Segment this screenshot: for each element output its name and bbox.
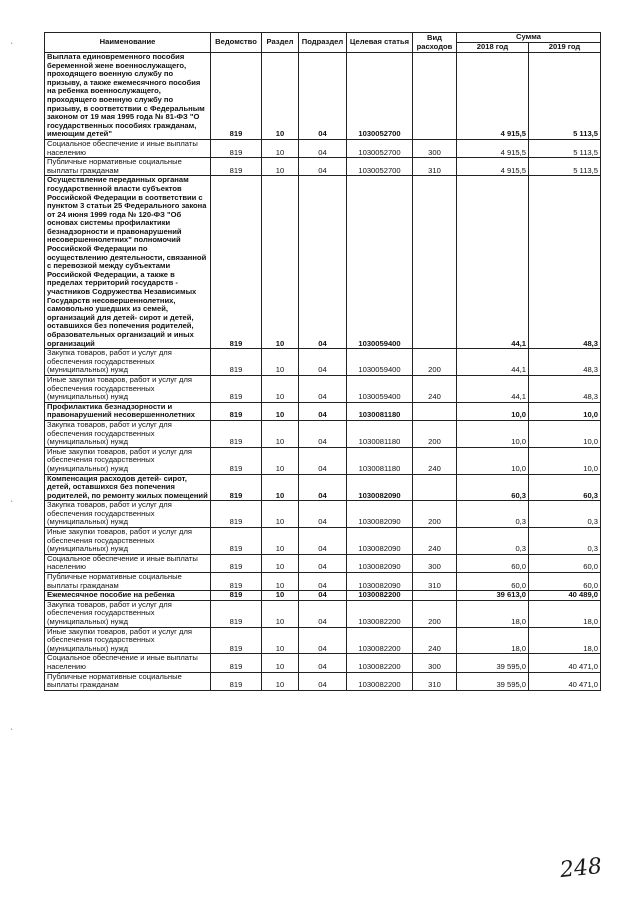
table-row: [45, 672, 601, 690]
cell-vedomstvo: 819: [211, 139, 262, 157]
cell-target: 1030052700: [347, 53, 413, 140]
cell-razdel: 10: [262, 375, 299, 402]
cell-target: 1030052700: [347, 139, 413, 157]
cell-podrazdel: 04: [299, 591, 347, 601]
cell-vedomstvo: 819: [211, 573, 262, 591]
table-row: [45, 591, 601, 601]
cell-vedomstvo: 819: [211, 375, 262, 402]
cell-vedomstvo: 819: [211, 554, 262, 572]
cell-name: Публичные нормативные социальные выплаты гражданам: [45, 672, 211, 690]
cell-name: Публичные нормативные социальные выплаты гражданам: [45, 573, 211, 591]
cell-name: Закупка товаров, работ и услуг для обеспечения государственных (муниципальных) нужд: [45, 600, 211, 627]
header-razdel: Раздел: [262, 33, 299, 53]
cell-podrazdel: 04: [299, 528, 347, 555]
margin-mark: `: [10, 500, 14, 509]
table-row: [45, 573, 601, 591]
cell-sum-2019: 10,0: [529, 447, 601, 474]
header-vedomstvo: Ведомство: [211, 33, 262, 53]
table-row: [45, 176, 601, 349]
cell-target: 1030082200: [347, 627, 413, 654]
cell-vedomstvo: 819: [211, 474, 262, 501]
cell-razdel: 10: [262, 528, 299, 555]
cell-vid: 310: [413, 158, 457, 176]
cell-sum-2018: 10,0: [457, 447, 529, 474]
cell-sum-2018: 44,1: [457, 375, 529, 402]
table-row: [45, 654, 601, 672]
cell-name: Компенсация расходов детей- сирот, детей, оставшихся без попечения родителей, по ремонту жилых помещений: [45, 474, 211, 501]
cell-vid: [413, 474, 457, 501]
cell-vedomstvo: 819: [211, 158, 262, 176]
cell-sum-2018: 0,3: [457, 528, 529, 555]
cell-sum-2019: 10,0: [529, 420, 601, 447]
cell-podrazdel: 04: [299, 402, 347, 420]
cell-sum-2019: 0,3: [529, 501, 601, 528]
cell-podrazdel: 04: [299, 672, 347, 690]
cell-sum-2018: 39 595,0: [457, 654, 529, 672]
cell-vedomstvo: 819: [211, 501, 262, 528]
cell-vid: 200: [413, 349, 457, 376]
cell-podrazdel: 04: [299, 501, 347, 528]
cell-vedomstvo: 819: [211, 528, 262, 555]
cell-razdel: 10: [262, 591, 299, 601]
cell-razdel: 10: [262, 672, 299, 690]
cell-sum-2019: 40 471,0: [529, 672, 601, 690]
table-row: [45, 402, 601, 420]
cell-podrazdel: 04: [299, 420, 347, 447]
cell-name: Публичные нормативные социальные выплаты гражданам: [45, 158, 211, 176]
cell-vid: 240: [413, 627, 457, 654]
cell-name: Иные закупки товаров, работ и услуг для обеспечения государственных (муниципальных) нужд: [45, 447, 211, 474]
table-row: [45, 375, 601, 402]
cell-vedomstvo: 819: [211, 654, 262, 672]
header-name: Наименование: [45, 33, 211, 53]
cell-name: Осуществление переданных органам государственной власти субъектов Российской Федерации в соответствии с пунктом 3 статьи 25 Федерального закона от 24 июня 1999 года № 120-ФЗ "Об основах системы профилактики безнадзорности и правонарушений несовершеннолетних" полномочий Российской Федерации по осуществлению деятельности, связанной с перевозкой между субъектами Российской Федерации, а также в пределах территорий государств - участников Содружества Независимых Государств несовершеннолетних, самовольно ушедших из семей, организаций для детей- сирот и детей, оставшихся без попечения родителей, образовательных организаций и иных организаций: [45, 176, 211, 349]
cell-sum-2018: 4 915,5: [457, 53, 529, 140]
cell-sum-2018: 10,0: [457, 402, 529, 420]
cell-target: 1030059400: [347, 349, 413, 376]
cell-vid: 310: [413, 573, 457, 591]
cell-podrazdel: 04: [299, 349, 347, 376]
cell-razdel: 10: [262, 402, 299, 420]
cell-podrazdel: 04: [299, 474, 347, 501]
cell-sum-2018: 10,0: [457, 420, 529, 447]
cell-name: Социальное обеспечение и иные выплаты населению: [45, 139, 211, 157]
cell-target: 1030082200: [347, 654, 413, 672]
cell-sum-2019: 48,3: [529, 375, 601, 402]
cell-vedomstvo: 819: [211, 672, 262, 690]
cell-vid: 240: [413, 528, 457, 555]
cell-target: 1030082090: [347, 554, 413, 572]
cell-target: 1030081180: [347, 447, 413, 474]
cell-sum-2019: 60,0: [529, 554, 601, 572]
cell-vid: [413, 402, 457, 420]
table-row: [45, 420, 601, 447]
table-row: [45, 554, 601, 572]
cell-vid: 300: [413, 554, 457, 572]
cell-podrazdel: 04: [299, 375, 347, 402]
cell-name: Закупка товаров, работ и услуг для обеспечения государственных (муниципальных) нужд: [45, 501, 211, 528]
cell-name: Социальное обеспечение и иные выплаты населению: [45, 654, 211, 672]
cell-sum-2019: 60,0: [529, 573, 601, 591]
table-row: [45, 474, 601, 501]
cell-sum-2018: 39 613,0: [457, 591, 529, 601]
cell-vid: [413, 591, 457, 601]
cell-vedomstvo: 819: [211, 176, 262, 349]
cell-sum-2019: 60,3: [529, 474, 601, 501]
cell-vedomstvo: 819: [211, 600, 262, 627]
cell-sum-2019: 5 113,5: [529, 53, 601, 140]
cell-vid: 200: [413, 420, 457, 447]
table-header: [45, 33, 601, 53]
budget-table: [44, 32, 601, 691]
cell-sum-2018: 18,0: [457, 627, 529, 654]
cell-podrazdel: 04: [299, 554, 347, 572]
cell-podrazdel: 04: [299, 654, 347, 672]
cell-sum-2018: 60,0: [457, 554, 529, 572]
cell-sum-2019: 40 471,0: [529, 654, 601, 672]
cell-name: Закупка товаров, работ и услуг для обеспечения государственных (муниципальных) нужд: [45, 349, 211, 376]
cell-vedomstvo: 819: [211, 591, 262, 601]
cell-target: 1030059400: [347, 375, 413, 402]
cell-target: 1030081180: [347, 420, 413, 447]
cell-target: 1030082090: [347, 528, 413, 555]
cell-vid: 200: [413, 600, 457, 627]
header-year-2019: 2019 год: [529, 43, 601, 53]
cell-razdel: 10: [262, 627, 299, 654]
cell-vid: [413, 176, 457, 349]
table-row: [45, 600, 601, 627]
table-row: [45, 139, 601, 157]
table-row: [45, 528, 601, 555]
cell-name: Ежемесячное пособие на ребенка: [45, 591, 211, 601]
cell-sum-2018: 0,3: [457, 501, 529, 528]
cell-vid: 240: [413, 375, 457, 402]
cell-razdel: 10: [262, 554, 299, 572]
cell-podrazdel: 04: [299, 176, 347, 349]
header-target: Целевая статья: [347, 33, 413, 53]
cell-sum-2019: 48,3: [529, 176, 601, 349]
cell-sum-2018: 60,0: [457, 573, 529, 591]
table-body: [45, 53, 601, 691]
cell-vedomstvo: 819: [211, 402, 262, 420]
cell-podrazdel: 04: [299, 447, 347, 474]
header-podrazdel: Подраздел: [299, 33, 347, 53]
cell-sum-2018: 4 915,5: [457, 158, 529, 176]
cell-razdel: 10: [262, 501, 299, 528]
cell-target: 1030082200: [347, 672, 413, 690]
cell-razdel: 10: [262, 53, 299, 140]
cell-vid: 240: [413, 447, 457, 474]
cell-target: 1030082200: [347, 591, 413, 601]
table-row: [45, 158, 601, 176]
cell-name: Иные закупки товаров, работ и услуг для обеспечения государственных (муниципальных) нужд: [45, 375, 211, 402]
cell-sum-2018: 44,1: [457, 349, 529, 376]
cell-sum-2019: 40 489,0: [529, 591, 601, 601]
cell-razdel: 10: [262, 654, 299, 672]
cell-vedomstvo: 819: [211, 53, 262, 140]
cell-podrazdel: 04: [299, 158, 347, 176]
cell-razdel: 10: [262, 158, 299, 176]
cell-name: Выплата единовременного пособия беременной жене военнослужащего, проходящего военную службу по призыву, а также ежемесячного пособия на ребенка военнослужащего, проходящего военную службу по призыву, в соответствии с Федеральным законом от 19 мая 1995 года № 81-ФЗ "О государственных пособиях гражданам, имеющим детей": [45, 53, 211, 140]
header-summa: Сумма: [457, 33, 601, 43]
cell-sum-2019: 18,0: [529, 600, 601, 627]
cell-vid: 300: [413, 654, 457, 672]
table-row: [45, 627, 601, 654]
cell-sum-2019: 5 113,5: [529, 158, 601, 176]
cell-podrazdel: 04: [299, 53, 347, 140]
cell-razdel: 10: [262, 573, 299, 591]
cell-podrazdel: 04: [299, 573, 347, 591]
cell-sum-2018: 18,0: [457, 600, 529, 627]
header-vid: Вид расходов: [413, 33, 457, 53]
cell-vedomstvo: 819: [211, 420, 262, 447]
cell-sum-2018: 60,3: [457, 474, 529, 501]
cell-podrazdel: 04: [299, 600, 347, 627]
cell-target: 1030082200: [347, 600, 413, 627]
page-number-handwritten: 248: [558, 853, 604, 884]
cell-target: 1030082090: [347, 573, 413, 591]
table-row: [45, 447, 601, 474]
cell-razdel: 10: [262, 447, 299, 474]
cell-razdel: 10: [262, 139, 299, 157]
cell-target: 1030082090: [347, 474, 413, 501]
cell-sum-2018: 39 595,0: [457, 672, 529, 690]
cell-vid: [413, 53, 457, 140]
cell-name: Профилактика безнадзорности и правонарушений несовершеннолетних: [45, 402, 211, 420]
cell-sum-2019: 18,0: [529, 627, 601, 654]
cell-razdel: 10: [262, 600, 299, 627]
cell-vedomstvo: 819: [211, 627, 262, 654]
margin-mark: `: [10, 42, 14, 51]
table-row: [45, 501, 601, 528]
cell-sum-2019: 0,3: [529, 528, 601, 555]
cell-target: 1030059400: [347, 176, 413, 349]
cell-name: Иные закупки товаров, работ и услуг для обеспечения государственных (муниципальных) нужд: [45, 528, 211, 555]
cell-podrazdel: 04: [299, 139, 347, 157]
cell-podrazdel: 04: [299, 627, 347, 654]
cell-razdel: 10: [262, 474, 299, 501]
cell-target: 1030052700: [347, 158, 413, 176]
cell-sum-2019: 48,3: [529, 349, 601, 376]
cell-target: 1030081180: [347, 402, 413, 420]
margin-mark: `: [10, 728, 14, 737]
cell-razdel: 10: [262, 349, 299, 376]
cell-vid: 300: [413, 139, 457, 157]
cell-sum-2019: 5 113,5: [529, 139, 601, 157]
cell-target: 1030082090: [347, 501, 413, 528]
cell-vid: 310: [413, 672, 457, 690]
cell-sum-2018: 44,1: [457, 176, 529, 349]
cell-vedomstvo: 819: [211, 447, 262, 474]
cell-sum-2019: 10,0: [529, 402, 601, 420]
cell-vid: 200: [413, 501, 457, 528]
cell-name: Закупка товаров, работ и услуг для обеспечения государственных (муниципальных) нужд: [45, 420, 211, 447]
cell-sum-2018: 4 915,5: [457, 139, 529, 157]
cell-razdel: 10: [262, 176, 299, 349]
cell-vedomstvo: 819: [211, 349, 262, 376]
table-row: [45, 53, 601, 140]
header-year-2018: 2018 год: [457, 43, 529, 53]
cell-name: Иные закупки товаров, работ и услуг для обеспечения государственных (муниципальных) нужд: [45, 627, 211, 654]
table-row: [45, 349, 601, 376]
cell-name: Социальное обеспечение и иные выплаты населению: [45, 554, 211, 572]
cell-razdel: 10: [262, 420, 299, 447]
